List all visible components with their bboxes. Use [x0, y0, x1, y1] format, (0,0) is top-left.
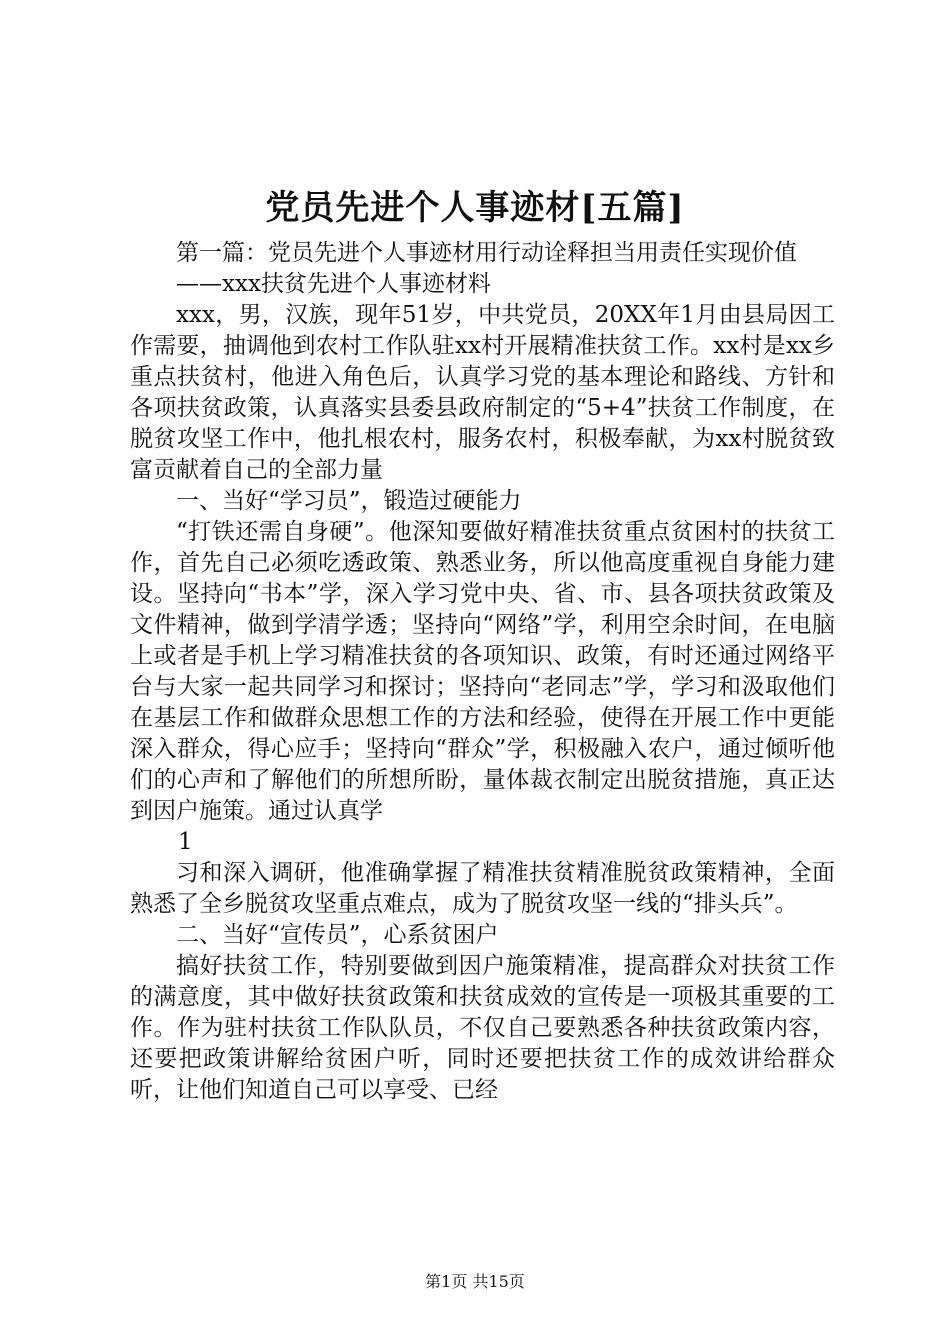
paragraph: xxx，男，汉族，现年51岁，中共党员，20XX年1月由县局因工作需要，抽调他到农村工作队驻xx村开展精准扶贫工作。xx村是xx乡重点扶贫村，他进入角色后，认真学习党的基本理论和路线、方针和各项扶贫政策，认真落实县委县政府制定的“5+4”扶贫工作制度，在脱贫攻坚工作中，他扎根农村，服务农村，积极奉献，为xx村脱贫致富贡献着自己的全部力量 — [130, 302, 835, 483]
document-body — [130, 238, 835, 1106]
section-heading: 一、当好“学习员”，锻造过硬能力 — [176, 488, 522, 514]
page-title: 党员先进个人事迹材[五篇] — [265, 188, 685, 228]
paragraph: 习和深入调研，他准确掌握了精准扶贫精准脱贫政策精神，全面熟悉了全乡脱贫攻坚重点难点，成为了脱贫攻坚一线的“排头兵”。 — [130, 860, 835, 917]
paragraph: “打铁还需自身硬”。他深知要做好精准扶贫重点贫困村的扶贫工作，首先自己必须吃透政策、熟悉业务，所以他高度重视自身能力建设。坚持向“书本”学，深入学习党中央、省、市、县各项扶贫政策及文件精神，做到学清学透；坚持向“网络”学，利用空余时间，在电脑上或者是手机上学习精准扶贫的各项知识、政策，有时还通过网络平台与大家一起共同学习和探讨；坚持向“老同志”学，学习和汲取他们在基层工作和做群众思想工作的方法和经验，使得在开展工作中更能深入群众，得心应手；坚持向“群众”学，积极融入农户，通过倾听他们的心声和了解他们的所想所盼，量体裁衣制定出脱贫措施，真正达到因户施策。通过认真学 — [130, 519, 835, 824]
paragraph: 搞好扶贫工作，特别要做到因户施策精准，提高群众对扶贫工作的满意度，其中做好扶贫政策和扶贫成效的宣传是一项极其重要的工作。作为驻村扶贫工作队队员，不仅自己要熟悉各种扶贫政策内容，还要把政策讲解给贫困户听，同时还要把扶贫工作的成效讲给群众听，让他们知道自己可以享受、已经 — [130, 953, 835, 1103]
paragraph: ——xxx扶贫先进个人事迹材料 — [176, 271, 491, 297]
source-page-number: 1 — [178, 829, 193, 855]
page-footer: 第1页 共15页 — [425, 1272, 525, 1291]
paragraph: 第一篇：党员先进个人事迹材用行动诠释担当用责任实现价值 — [176, 240, 797, 266]
section-heading: 二、当好“宣传员”，心系贫困户 — [176, 922, 499, 948]
